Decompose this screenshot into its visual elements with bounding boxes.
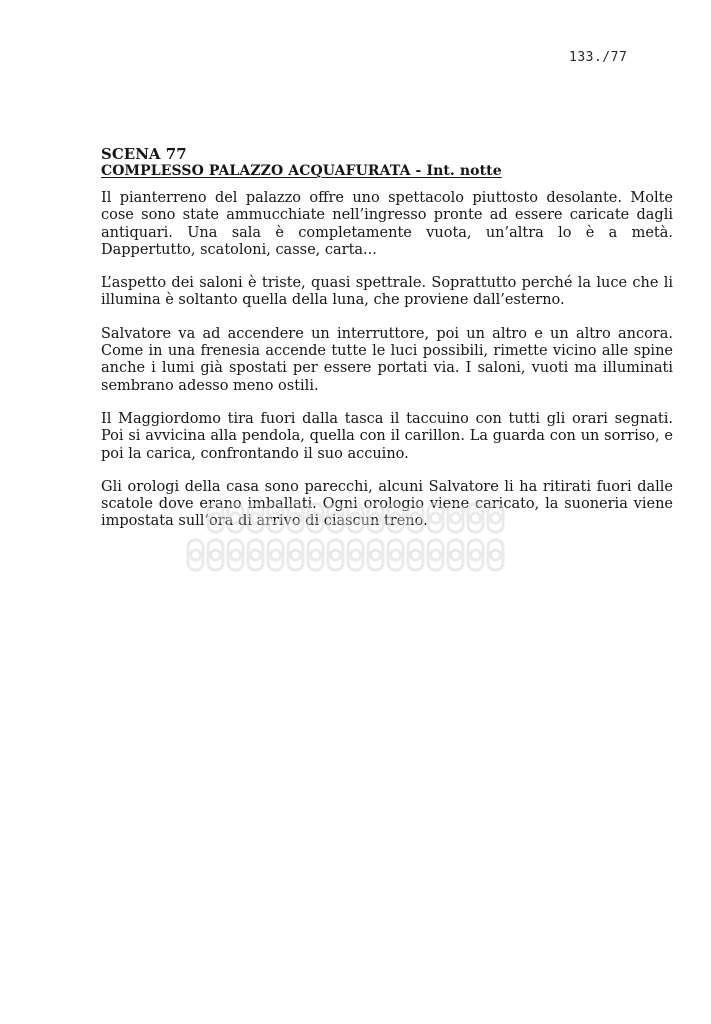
scene-number: SCENA 77 — [101, 145, 187, 163]
watermark-glyph — [431, 550, 441, 560]
scene-location: COMPLESSO PALAZZO ACQUAFURATA - Int. notte — [101, 163, 502, 179]
watermark-glyph — [231, 550, 241, 560]
watermark-glyph — [331, 513, 341, 523]
watermark-glyph — [271, 513, 281, 523]
scene-heading — [101, 146, 561, 180]
watermark-glyph — [411, 550, 421, 560]
watermark-glyph — [311, 513, 321, 523]
watermark-glyph — [411, 513, 421, 523]
watermark-glyph — [251, 513, 261, 523]
watermark-glyph — [471, 550, 481, 560]
watermark-glyph — [491, 550, 501, 560]
watermark-glyph — [431, 513, 441, 523]
watermark-glyph — [391, 513, 401, 523]
watermark-stamp — [186, 496, 516, 578]
page-number: 133./77 — [569, 50, 628, 65]
paragraph: Gli orologi della casa sono parecchi, alcuni Salvatore li ha ritirati fuori dalle scatole dove erano imballati. Ogni orologio viene caricato, la suoneria viene impostata sull’ora di arrivo di ciascun treno. — [101, 478, 673, 530]
watermark-glyph — [311, 550, 321, 560]
watermark-glyph — [291, 513, 301, 523]
watermark-glyph — [451, 550, 461, 560]
watermark-glyph — [331, 550, 341, 560]
paragraph: Salvatore va ad accendere un interruttore, poi un altro e un altro ancora. Come in una frenesia accende tutte le luci possibili, rimette vicino alle spine anche i lumi già spostati per essere portati via. I saloni, vuoti ma illuminati sembrano adesso meno ostili. — [101, 325, 673, 394]
watermark-glyph — [391, 550, 401, 560]
paragraph: Il Maggiordomo tira fuori dalla tasca il taccuino con tutti gli orari segnati. Poi si avvicina alla pendola, quella con il carillon. La guarda con un sorriso, e poi la carica, confrontando il suo accuino. — [101, 410, 673, 462]
watermark-glyph — [291, 550, 301, 560]
watermark-glyph — [451, 513, 461, 523]
watermark-glyph — [351, 550, 361, 560]
watermark-glyph — [231, 513, 241, 523]
paragraph: L’aspetto dei saloni è triste, quasi spettrale. Soprattutto perché la luce che li illumina è soltanto quella della luna, che proviene dall’esterno. — [101, 275, 673, 309]
watermark-glyph — [371, 513, 381, 523]
paragraph: Il pianterreno del palazzo offre uno spettacolo piuttosto desolante. Molte cose sono state ammucchiate nell’ingresso pronte ad essere caricate dagli antiquari. Una sala è completamente vuota, un’altra lo è a metà. Dappertutto, scatoloni, casse, carta... — [101, 190, 673, 258]
watermark-glyph — [471, 513, 481, 523]
scene-body — [101, 190, 673, 547]
watermark-glyph — [271, 550, 281, 560]
watermark-glyph — [351, 513, 361, 523]
watermark-glyph — [251, 550, 261, 560]
watermark-glyph — [371, 550, 381, 560]
watermark-glyph — [211, 513, 221, 523]
watermark-glyph — [211, 550, 221, 560]
watermark-glyph — [491, 513, 501, 523]
watermark-glyph — [191, 550, 201, 560]
